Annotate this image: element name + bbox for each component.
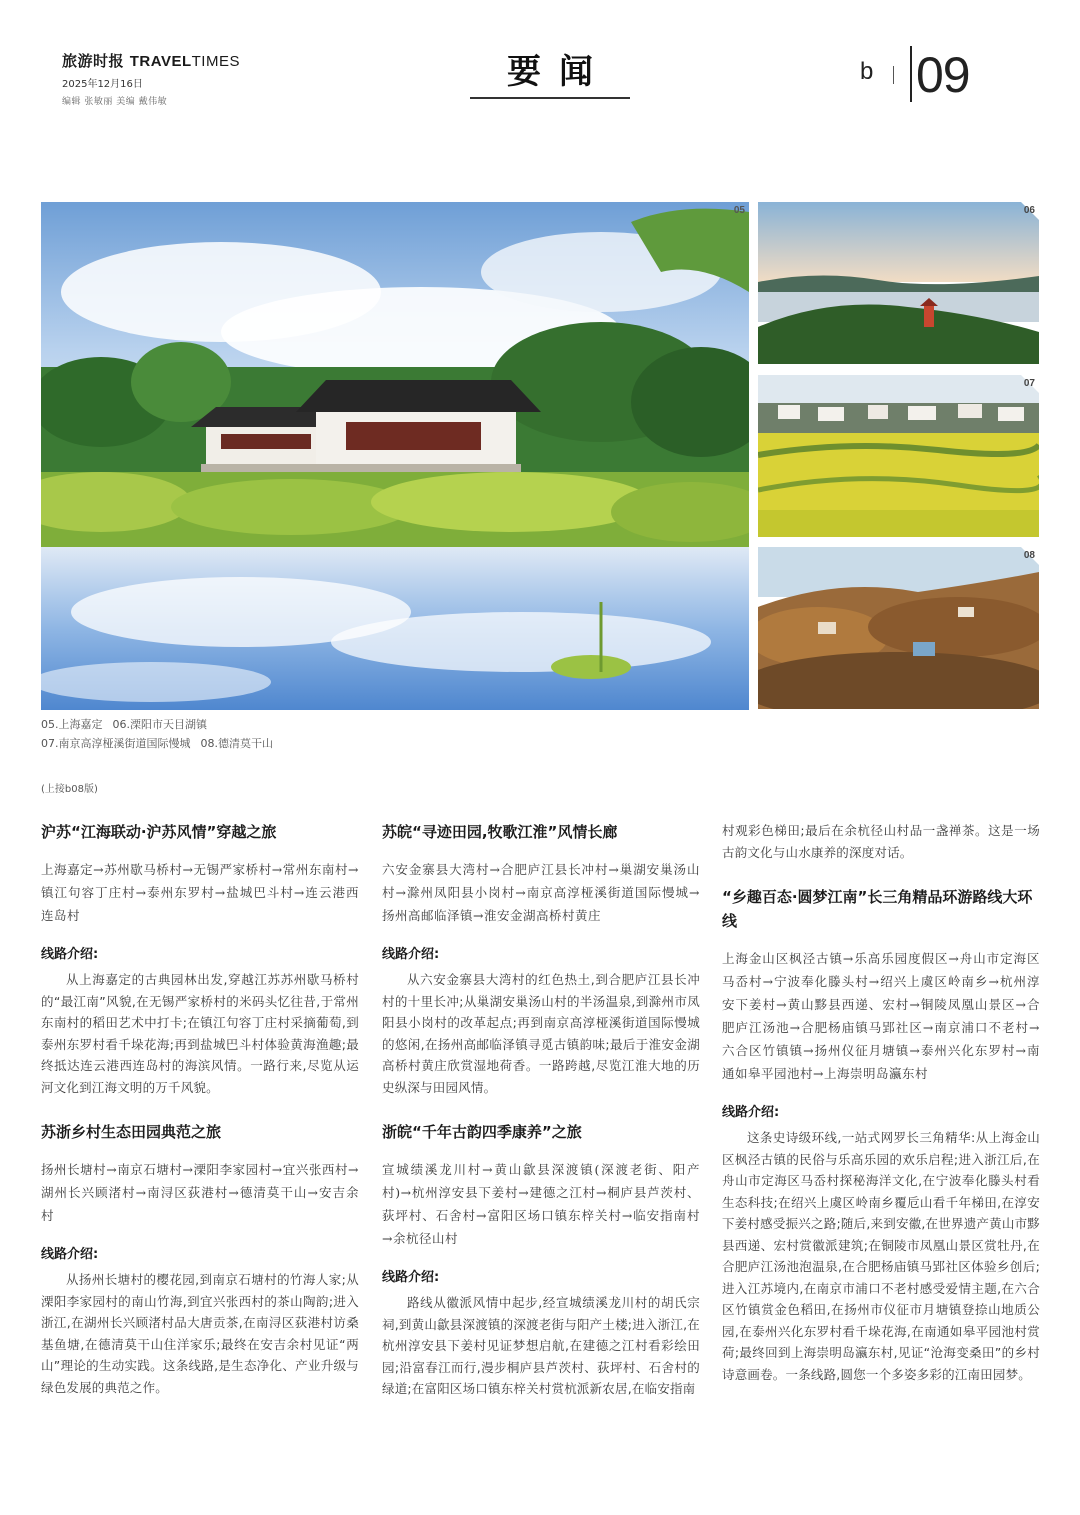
photo-06-label: 06 <box>1023 205 1035 216</box>
article-1-title: 沪苏“江海联动·沪苏风情”穿越之旅 <box>41 823 277 841</box>
article-2-route: 扬州长塘村→南京石塘村→溧阳李家园村→宜兴张西村→湖州长兴顾渚村→南浔区荻港村→德清莫干山→安吉余村 <box>41 1162 359 1223</box>
photo-05-garden-pavilion <box>41 202 749 710</box>
column-2 <box>382 820 700 1422</box>
article-3-title: 苏皖“寻迹田园,牧歌江淮”风情长廊 <box>382 823 618 841</box>
article-5-intro: 这条史诗级环线,一站式网罗长三角精华:从上海金山区枫泾古镇的民俗与乐高乐园的欢乐启程;进入浙江后,在舟山市定海区马岙村探秘海洋文化,在宁波奉化滕头村看生态科技;在绍兴上虞区岭南乡覆卮山看千年梯田,在淳安下姜村感受振兴之路;随后,来到安徽,在世界遗产黄山市黟县西递、宏村赏徽派建筑;在铜陵市凤凰山景区赏牡丹,在合肥庐江汤池泡温泉,在合肥杨庙镇马郢社区体验乡创后;进入江苏境内,在南京市浦口不老村感受爱情主题,在六合区竹镇赏金色稻田,在扬州市仪征市月塘镇登捺山地质公园,在泰州兴化东罗村看千垛花海,在南通如皋平园池村赏荷;最终回到上海崇明岛瀛东村,见证“沧海变桑田”的乡村诗意画卷。一条线路,圆您一个多姿多彩的江南田园梦。 <box>722 1130 1040 1382</box>
page-number: 09 <box>916 47 970 103</box>
photo-08-label: 08 <box>1023 550 1035 561</box>
article-4-route: 宣城绩溪龙川村→黄山歙县深渡镇(深渡老街、阳产村)→杭州淳安县下姜村→建德之江村→桐庐县芦茨村、荻坪村、石舍村→富阳区场口镇东梓关村→临安指南村→余杭径山村 <box>382 1162 700 1246</box>
caption-line-1 <box>41 715 283 734</box>
masthead <box>62 50 292 107</box>
page-section-code: b <box>860 58 874 85</box>
photo-08-mountain-villas <box>758 547 1039 709</box>
newspaper-title-cn: 旅游时报 <box>62 52 125 70</box>
article-5-intro-label: 线路介绍: <box>722 1105 780 1120</box>
newspaper-title <box>62 50 292 71</box>
article-4-intro-part2: 村观彩色梯田;最后在余杭径山村品一盏禅茶。这是一场古韵文化与山水康养的深度对话。 <box>722 823 1040 860</box>
article-2-intro: 从扬州长塘村的樱花园,到南京石塘村的竹海人家;从溧阳李家园村的南山竹海,到宜兴张西村的茶山陶韵;进入浙江,在湖州长兴顾渚村品大唐贡茶,在南浔区荻港村访桑基鱼塘,在德清莫干山住洋家乐;最终在安吉余村见证“两山”理论的生动实践。这条线路,是生态净化、产业升级与绿色发展的典范之作。 <box>41 1272 359 1395</box>
continued-from-note: (上接b08版) <box>41 784 98 795</box>
issue-date: 2025年12月16日 <box>62 79 143 90</box>
photo-07-label: 07 <box>1023 378 1035 389</box>
column-1 <box>41 820 359 1420</box>
photo-07-rapeseed-village <box>758 375 1039 537</box>
photo-05-label: 05 <box>733 205 745 216</box>
photo-05-image <box>41 202 749 710</box>
caption-08: 08.德清莫干山 <box>200 737 273 750</box>
article-2-title: 苏浙乡村生态田园典范之旅 <box>41 1123 222 1141</box>
caption-line-2 <box>41 734 283 753</box>
editors-line: 编辑 张敏丽 美编 戴伟敏 <box>62 97 168 107</box>
photo-06-image <box>758 202 1039 364</box>
caption-07: 07.南京高淳桠溪街道国际慢城 <box>41 737 191 750</box>
section-title-rule <box>470 97 630 99</box>
newspaper-title-en-bold: TRAVEL <box>129 53 192 70</box>
column-3 <box>722 820 1040 1407</box>
caption-05: 05.上海嘉定 <box>41 718 103 731</box>
section-title: 要闻 <box>507 52 611 92</box>
article-1-intro-label: 线路介绍: <box>41 947 99 962</box>
photo-captions <box>41 715 283 753</box>
article-1-intro: 从上海嘉定的古典园林出发,穿越江苏苏州歇马桥村的“最江南”风貌,在无锡严家桥村的米码头忆往昔,于常州东南村的稻田艺术中打卡;在镇江句容丁庄村采摘葡萄,到泰州东罗村看千垛花海;再到盐城巴斗村体验黄海渔趣;最终抵达连云港西连岛村的海滨风情。一路行来,尽览从运河文化到江海文明的万千风貌。 <box>41 972 359 1095</box>
article-4-title: 浙皖“千年古韵四季康养”之旅 <box>382 1123 582 1141</box>
article-5-route: 上海金山区枫泾古镇→乐高乐园度假区→舟山市定海区马岙村→宁波奉化滕头村→绍兴上虞区岭南乡→杭州淳安下姜村→黄山黟县西递、宏村→铜陵凤凰山景区→合肥庐江汤池→合肥杨庙镇马郢社区→南京浦口不老村→六合区竹镇镇→扬州仪征月塘镇→泰州兴化东罗村→南通如皋平园池村→上海崇明岛瀛东村 <box>722 951 1040 1081</box>
photo-06-lake-pagoda <box>758 202 1039 364</box>
caption-06: 06.溧阳市天目湖镇 <box>112 718 207 731</box>
article-4-intro-part1: 路线从徽派风情中起步,经宣城绩溪龙川村的胡氏宗祠,到黄山歙县深渡镇的深渡老街与阳产土楼;进入浙江,在杭州淳安县下姜村见证梦想启航,在建德之江村看彩绘田园;沿富春江而行,漫步桐庐县芦茨村、荻坪村、石舍村的绿道;在富阳区场口镇东梓关村赏杭派新农居,在临安指南 <box>382 1295 700 1396</box>
page-divider-small <box>893 66 894 84</box>
article-5-title: “乡趣百态·圆梦江南”长三角精品环游路线大环线 <box>722 888 1033 930</box>
article-3-intro-label: 线路介绍: <box>382 947 440 962</box>
newspaper-title-en-light: TIMES <box>191 53 240 70</box>
article-2-intro-label: 线路介绍: <box>41 1247 99 1262</box>
photo-07-image <box>758 375 1039 537</box>
photo-08-image <box>758 547 1039 709</box>
article-1-route: 上海嘉定→苏州歇马桥村→无锡严家桥村→常州东南村→镇江句容丁庄村→泰州东罗村→盐城巴斗村→连云港西连岛村 <box>41 862 359 923</box>
article-3-intro: 从六安金寨县大湾村的红色热土,到合肥庐江县长冲村的十里长冲;从巢湖安巢汤山村的半汤温泉,到滁州市凤阳县小岗村的改革起点;再到南京高淳桠溪街道国际慢城的悠闲,在扬州高邮临泽镇寻觅古镇韵味;最后于淮安金湖高桥村黄庄欣赏湿地荷香。一路跨越,尽览江淮大地的历史纵深与田园风情。 <box>382 972 700 1095</box>
article-3-route: 六安金寨县大湾村→合肥庐江县长冲村→巢湖安巢汤山村→滁州凤阳县小岗村→南京高淳桠溪街道国际慢城→扬州高邮临泽镇→淮安金湖高桥村黄庄 <box>382 862 700 923</box>
page-divider-large <box>910 46 912 102</box>
article-4-intro-label: 线路介绍: <box>382 1270 440 1285</box>
